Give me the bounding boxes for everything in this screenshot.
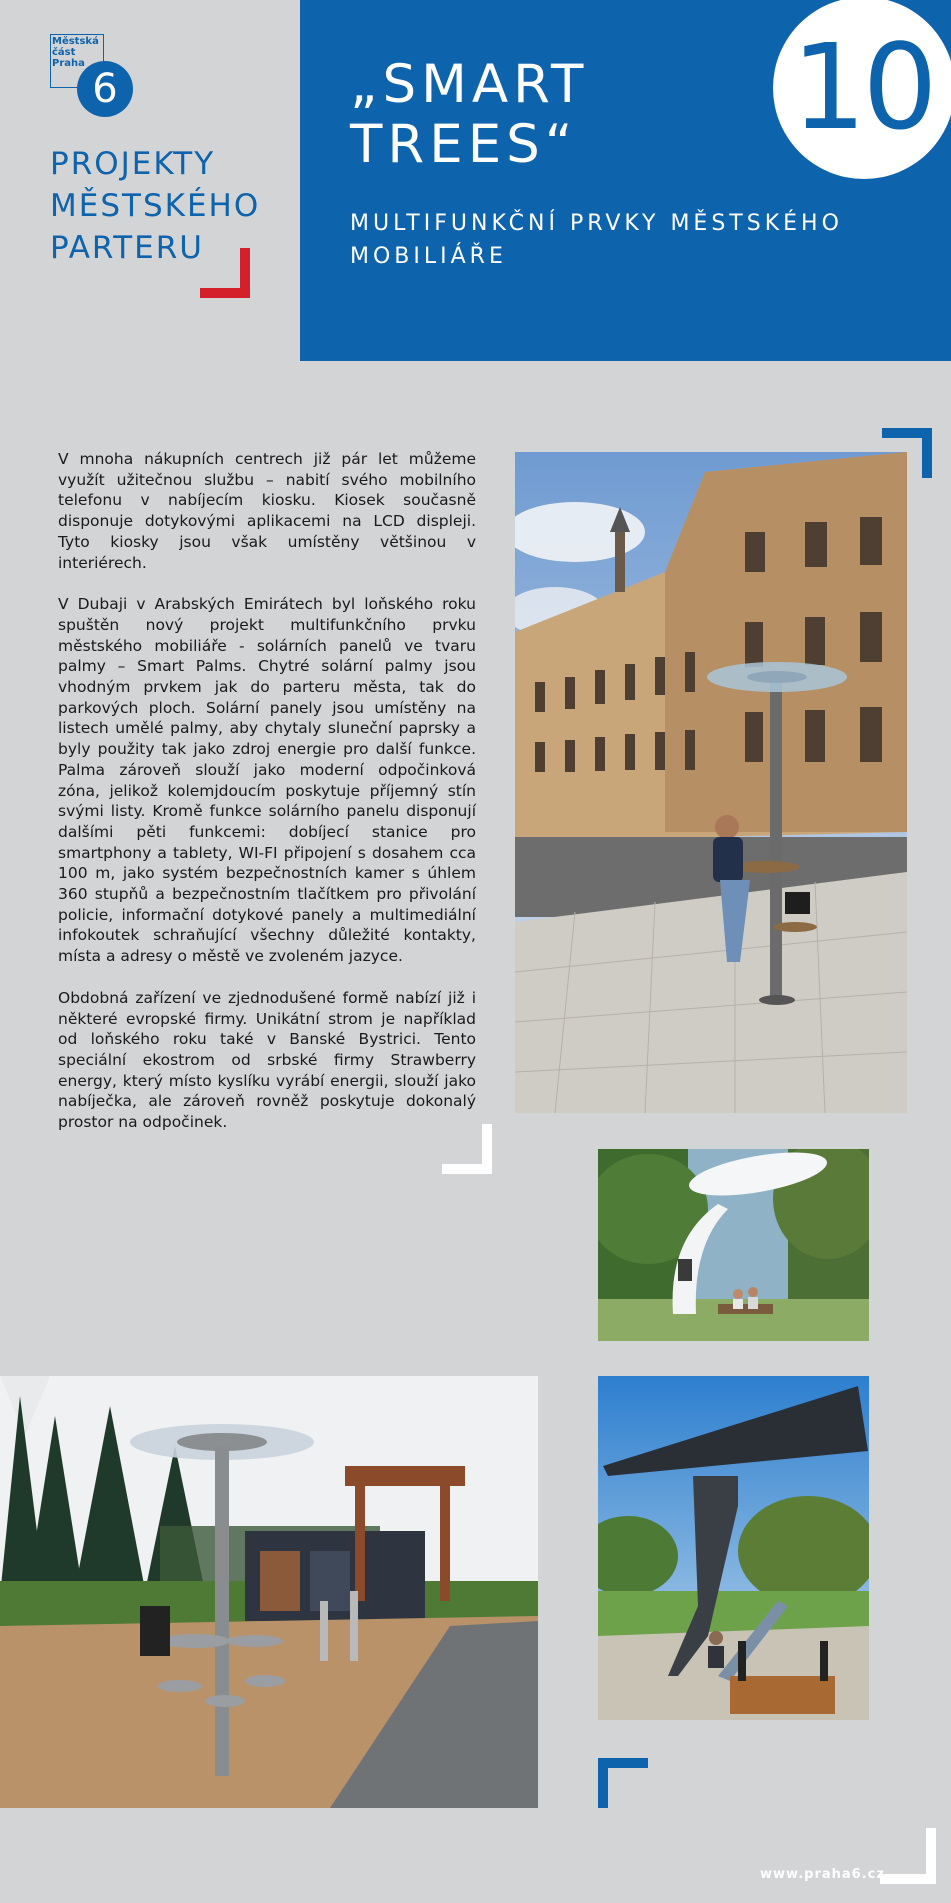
- page-title: [350, 55, 588, 175]
- photo-street-smart-tree: [515, 452, 907, 1113]
- blue-corner-mark-bottom: [598, 1758, 648, 1808]
- footer-website: www.praha6.cz: [760, 1867, 885, 1882]
- white-corner-mark-footer: [880, 1828, 936, 1884]
- section-title-line-1: PROJEKTY: [50, 146, 216, 182]
- page-title-line-2: TREES“: [350, 114, 578, 175]
- page-subtitle-line-2: MOBILIÁŘE: [350, 244, 507, 269]
- logo-line-2: část: [52, 47, 76, 58]
- red-corner-mark: [200, 248, 250, 298]
- panel-number: 10: [791, 18, 934, 156]
- page-subtitle: [350, 207, 910, 273]
- paragraph-3: Obdobná zařízení ve zjednodušené formě nabízí již i některé evropské firmy. Unikátní strom je například od loňského roku také v Banské Bystrici. Tento speciální ekostrom od srbské firmy Strawberry energy, který místo kyslíku vyrábí energii, slouží jako nabíječka, ale zároveň rovněž poskytuje dokonalý prostor na odpočinek.: [58, 988, 476, 1132]
- white-corner-mark-middle: [442, 1124, 492, 1174]
- photo-solar-canopy: [598, 1376, 869, 1720]
- page-title-line-1: „SMART: [350, 54, 589, 115]
- paragraph-2: V Dubaji v Arabských Emirátech byl loňského roku spuštěn nový projekt multifunkčního prvku městského mobiliáře - solárních panelů ve tvaru palmy – Smart Palms. Chytré solární palmy jsou vhodným prvkem jak do parteru města, tak do parkových ploch. Solární panely jsou umístěny na listech umělé palmy, aby chytaly sluneční paprsky a byly použity tak jako zdroj energie pro další funkce. Palma zároveň slouží jako moderní odpočinková zóna, jelikož kolemjdoucím poskytuje příjemný stín svými listy. Kromě funkce solárního panelu disponují dalšími pěti funkcemi: dobíjecí stanice pro smartphony a tablety, WI-FI připojení s dosahem cca 100 m, jako systém bezpečnostních kamer s úhlem 360 stupňů a bezpečnostním tlačítkem pro přivolání policie, informační dotykové panely a multimediální infokoutek schraňující všechny důležité kontakty, místa a adresy o městě ve zvoleném jazyce.: [58, 595, 476, 966]
- section-title-line-2: MĚSTSKÉHO: [50, 188, 261, 224]
- paragraph-1: V mnoha nákupních centrech již pár let můžeme využít užitečnou službu – nabití svého mobilního telefonu v nabíjecím kiosku. Kiosek současně disponuje dotykovými aplikacemi na LCD displeji. Tyto kiosky jsou však umístěny většinou v interiérech.: [58, 450, 476, 572]
- photo-smart-palm-park: [598, 1149, 869, 1341]
- logo-line-1: Městská: [52, 36, 99, 47]
- logo-number: 6: [77, 61, 133, 117]
- photo-playground-smart-tree: [0, 1376, 538, 1808]
- section-title-line-3: PARTERU: [50, 230, 204, 266]
- page-subtitle-line-1: MULTIFUNKČNÍ PRVKY MĚSTSKÉHO: [350, 211, 843, 236]
- logo-line-3: Praha: [52, 58, 85, 69]
- article-text: [58, 449, 476, 1154]
